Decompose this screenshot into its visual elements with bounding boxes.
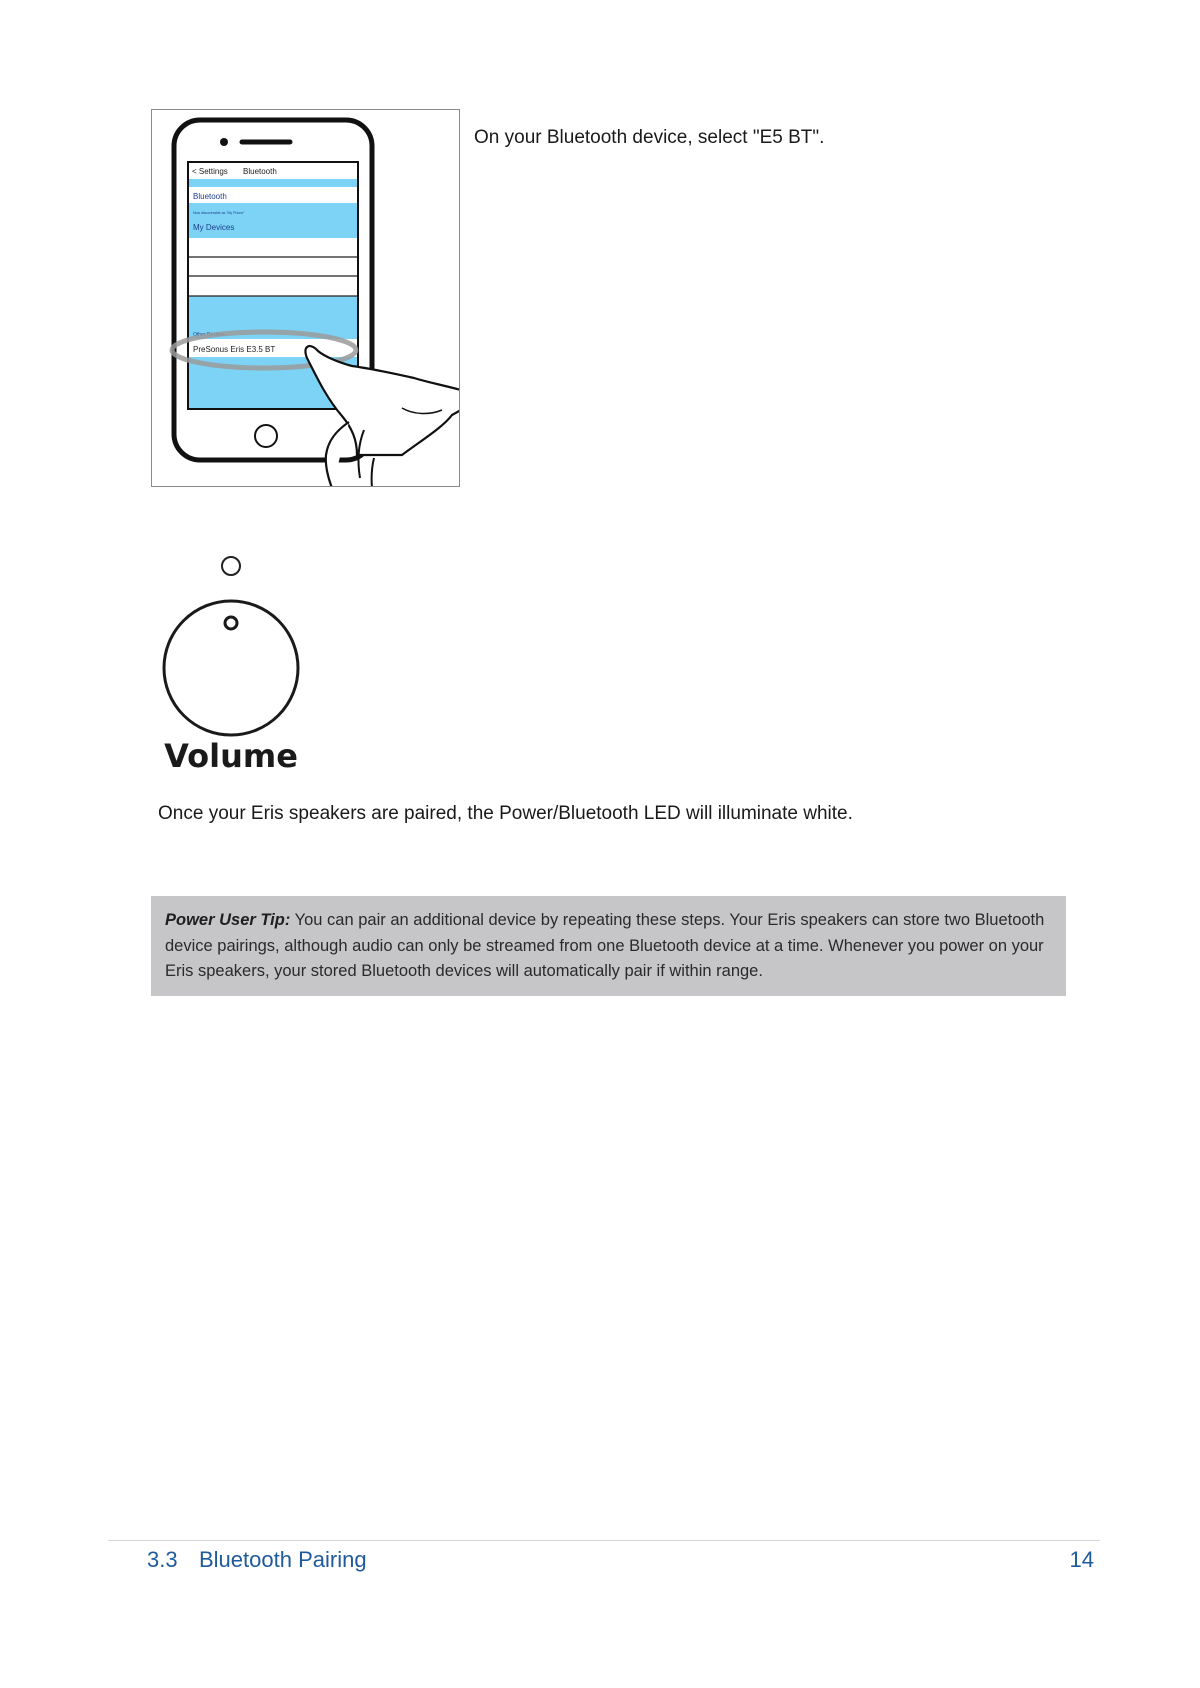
volume-label: Volume (164, 737, 298, 775)
phone-section-my-devices: My Devices (193, 223, 235, 232)
phone-row-bluetooth: Bluetooth (193, 192, 227, 201)
phone-header-back: < Settings (192, 167, 228, 176)
power-user-tip-box (151, 896, 1066, 996)
tip-label: Power User Tip: (165, 911, 291, 929)
power-led-icon (222, 557, 240, 575)
footer-page-number: 14 (1069, 1547, 1094, 1572)
phone-section-other-devices: Other Devices (193, 332, 225, 338)
phone-pairing-illustration (151, 109, 460, 487)
footer-section-title: Bluetooth Pairing (199, 1547, 367, 1572)
phone-device-name[interactable]: PreSonus Eris E3.5 BT (193, 345, 276, 354)
footer-section (147, 1547, 367, 1573)
volume-knob-drawing (154, 552, 314, 782)
paired-text: Once your Eris speakers are paired, the Power/Bluetooth LED will illuminate white. (158, 803, 853, 824)
step-caption: On your Bluetooth device, select "E5 BT". (474, 127, 825, 148)
tip-text: You can pair an additional device by repeating these steps. Your Eris speakers can store two Bluetooth device pairings, although audio can only be streamed from one Bluetooth device at a time. Whenever you power on your Eris speakers, your stored Bluetooth devices will automatically pair if within range. (165, 911, 1045, 980)
volume-knob-figure (154, 552, 314, 782)
phone-drawing (152, 110, 460, 487)
volume-knob (164, 601, 298, 735)
footer-section-number: 3.3 (147, 1547, 178, 1572)
footer-rule (108, 1540, 1100, 1541)
phone-discoverable-note: Now discoverable as "My Phone" (193, 211, 245, 215)
phone-header-title: Bluetooth (243, 167, 277, 176)
